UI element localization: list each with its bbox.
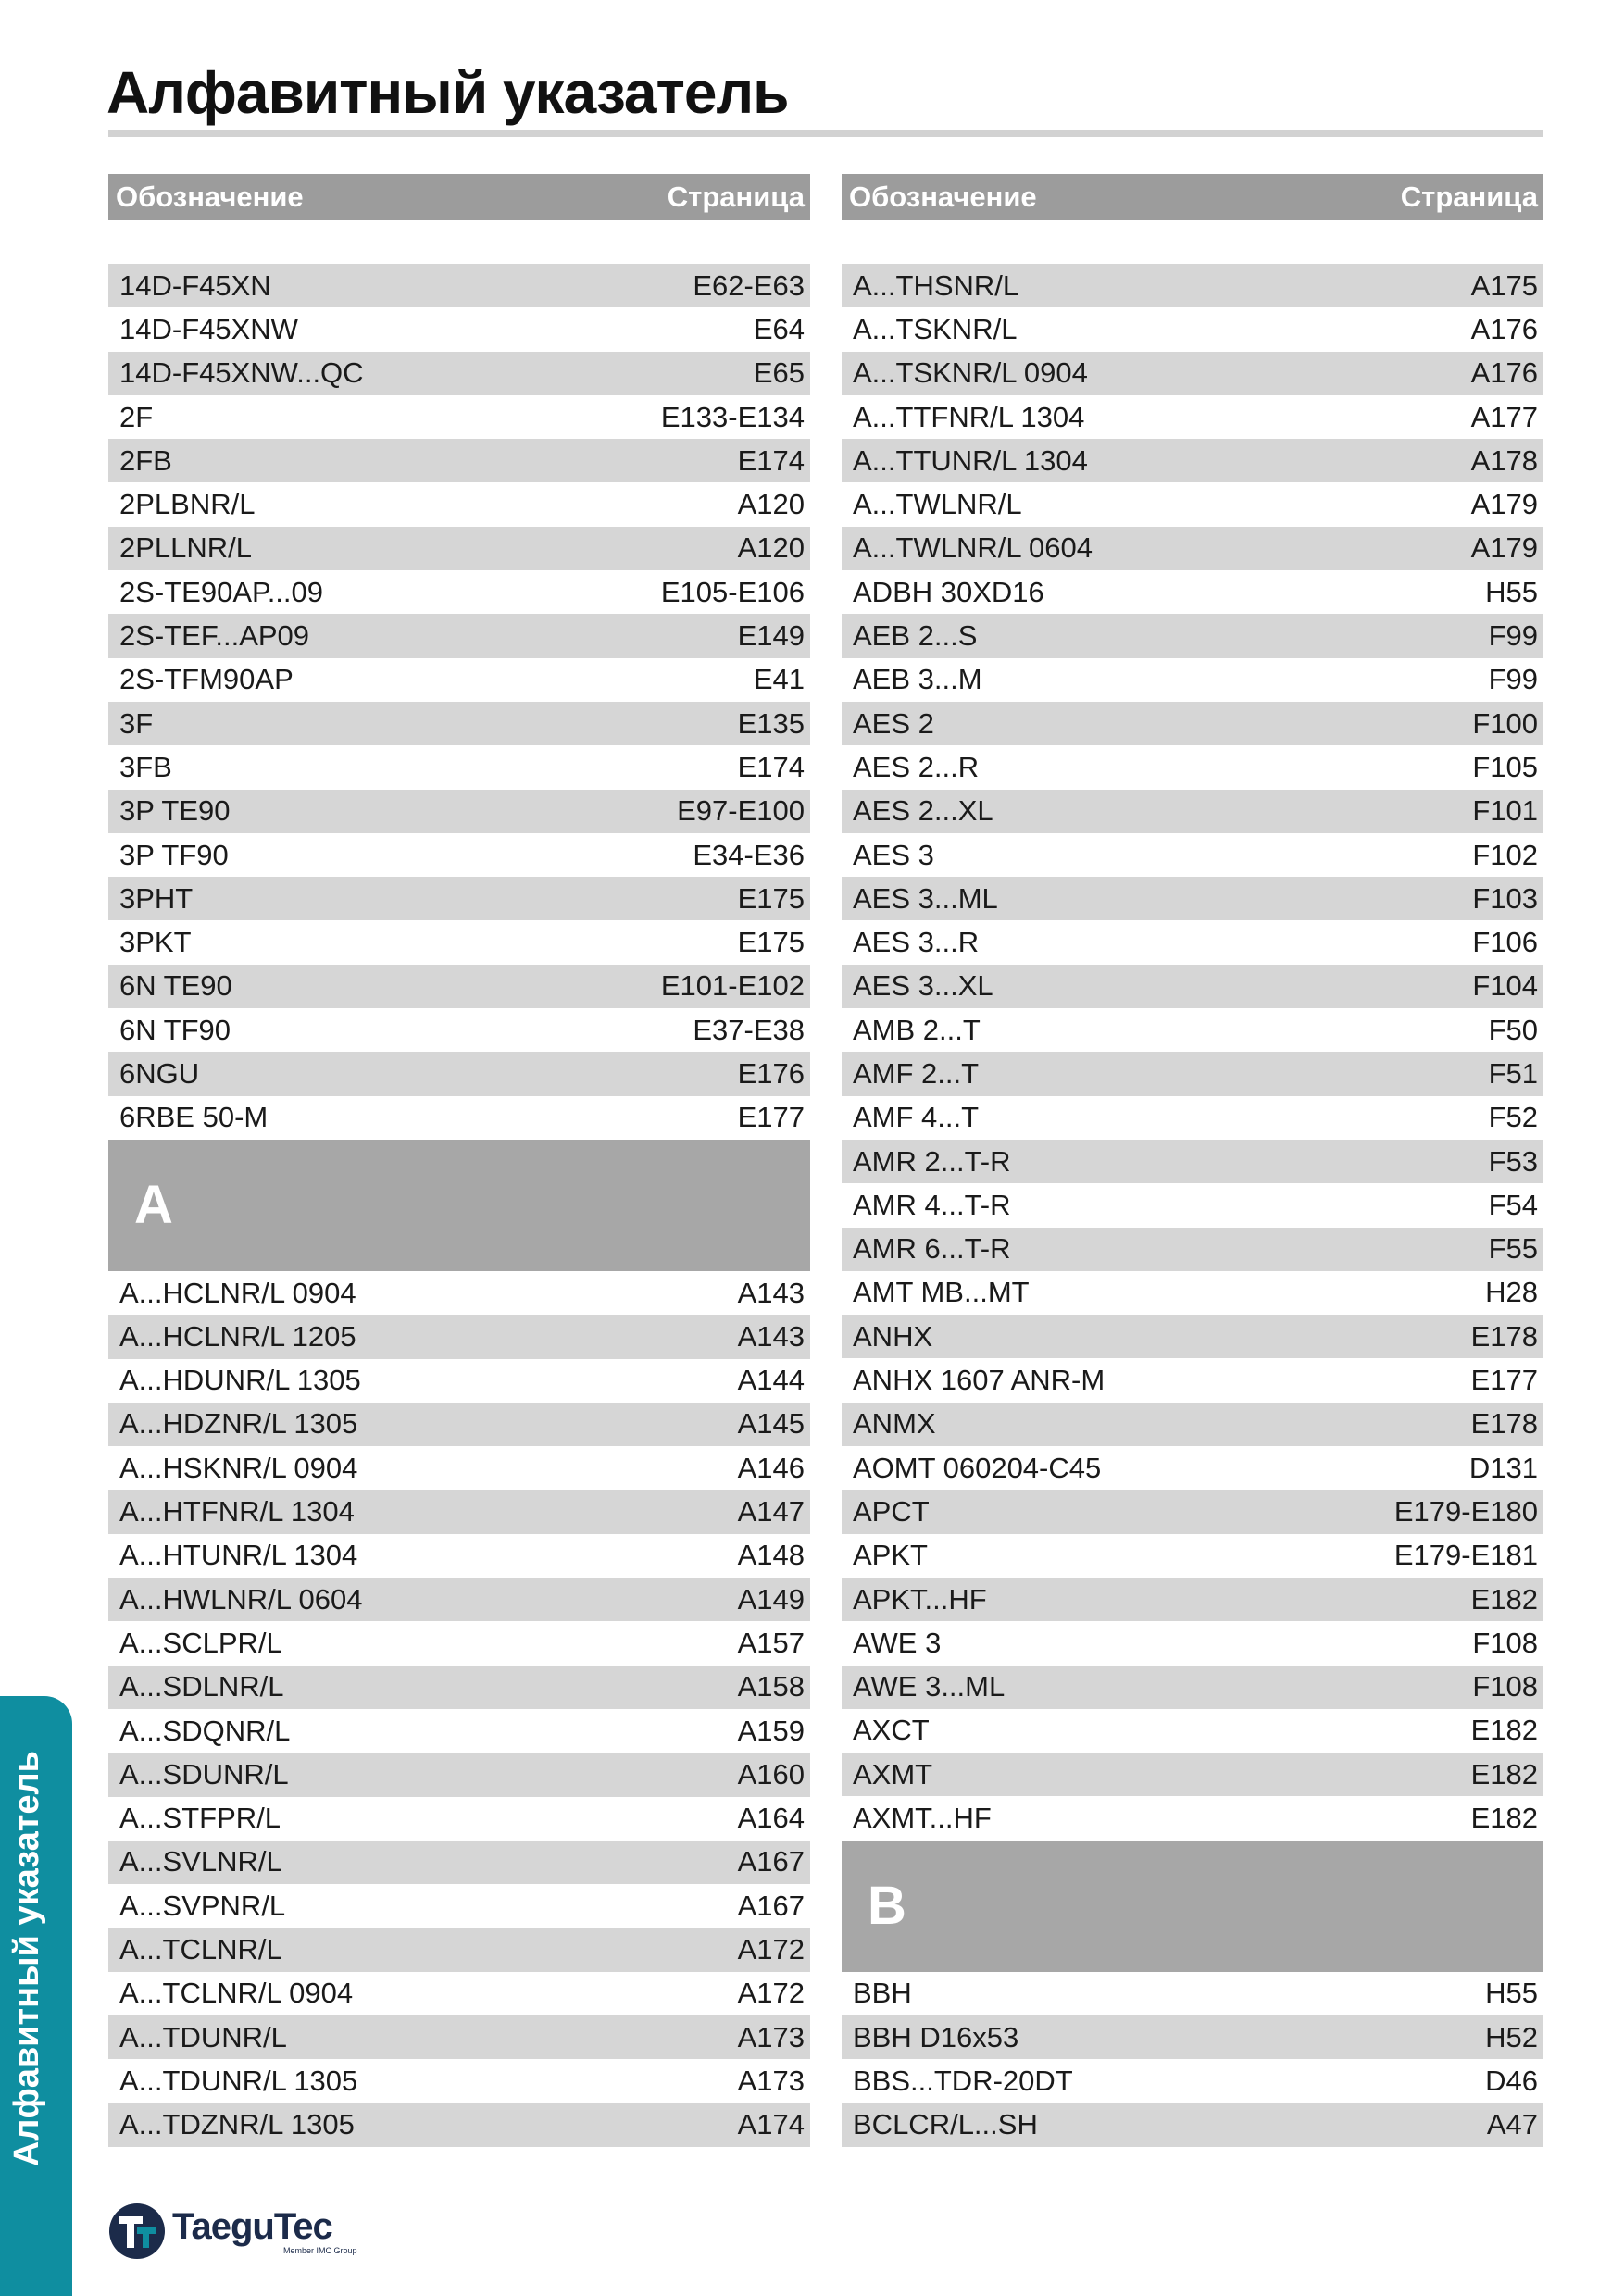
item-code: A...THSNR/L [853,268,1019,302]
page-reference: E65 [753,356,805,390]
index-row [108,1841,810,1884]
page-reference: E178 [1470,1407,1538,1441]
page-reference: A167 [737,1845,805,1878]
page-reference: E177 [1470,1364,1538,1397]
page-reference: E175 [737,881,805,915]
index-row [842,702,1543,745]
page-reference: A148 [737,1539,805,1572]
index-row [108,264,810,307]
index-row [842,352,1543,395]
item-code: 2PLLNR/L [119,531,253,565]
page-reference: H52 [1485,2020,1538,2053]
item-code: 2S-TEF...AP09 [119,619,310,653]
item-code: APCT [853,1494,930,1528]
page-reference: A173 [737,2064,805,2097]
index-row [842,1228,1543,1271]
page-reference: E37-E38 [693,1013,805,1046]
index-row [842,1183,1543,1227]
item-code: A...SCLPR/L [119,1626,282,1659]
page-reference: E174 [737,750,805,783]
page-reference: F50 [1488,1013,1538,1046]
item-code: AWE 3 [853,1626,942,1659]
index-row [108,2015,810,2059]
index-row [108,1052,810,1095]
page-reference: A159 [737,1714,805,1747]
item-code: 6NGU [119,1056,200,1090]
index-row [108,1753,810,1796]
item-code: AOMT 060204-C45 [853,1451,1102,1484]
item-code: APKT...HF [853,1582,987,1616]
item-code: AES 2...R [853,750,980,783]
header-spacer [842,220,1543,264]
page-reference: F105 [1472,750,1538,783]
index-column-right [842,174,1543,2147]
title-divider [108,130,1543,137]
page-reference: A179 [1470,488,1538,521]
page-reference: E174 [737,443,805,477]
item-code: A...HWLNR/L 0604 [119,1582,363,1616]
index-row [108,1709,810,1753]
index-row [108,1621,810,1665]
page-reference: D46 [1485,2064,1538,2097]
item-code: AES 3 [853,838,934,871]
page-reference: F52 [1488,1101,1538,1134]
page-reference: F54 [1488,1188,1538,1221]
item-code: A...HDUNR/L 1305 [119,1364,361,1397]
page-reference: A160 [737,1757,805,1791]
index-row [842,395,1543,439]
item-code: A...TTFNR/L 1304 [853,400,1085,433]
index-row [108,482,810,526]
page-reference: F108 [1472,1626,1538,1659]
side-tab [0,1696,72,2296]
index-column-left [108,174,810,2147]
index-row [842,527,1543,570]
index-rows [842,1972,1543,2147]
page-reference: E182 [1470,1714,1538,1747]
item-code: A...HTUNR/L 1304 [119,1539,358,1572]
index-row [842,1052,1543,1095]
page-reference: H28 [1485,1276,1538,1309]
page-reference: A120 [737,531,805,565]
item-code: 3F [119,706,154,740]
page-reference: A179 [1470,531,1538,565]
item-code: A...TDZNR/L 1305 [119,2108,355,2141]
page-reference: E133-E134 [660,400,805,433]
item-code: 3PHT [119,881,194,915]
index-row [108,1666,810,1709]
index-rows [842,264,1543,1841]
item-code: AES 3...XL [853,969,993,1003]
page-reference: E64 [753,312,805,345]
page-reference: E176 [737,1056,805,1090]
item-code: 2F [119,400,154,433]
item-code: 6N TF90 [119,1013,231,1046]
item-code: A...SDLNR/L [119,1670,284,1703]
item-code: A...HCLNR/L 0904 [119,1276,356,1309]
index-row [842,1621,1543,1665]
item-code: 6N TE90 [119,969,232,1003]
index-row [842,920,1543,964]
page-reference: A158 [737,1670,805,1703]
index-row [842,877,1543,920]
page-reference: A167 [737,1889,805,1922]
index-row [108,1446,810,1490]
index-row [108,2103,810,2147]
page-reference: F108 [1472,1670,1538,1703]
page-reference: F102 [1472,838,1538,871]
item-code: 14D-F45XN [119,268,271,302]
item-code: A...SVLNR/L [119,1845,282,1878]
index-row [108,1271,810,1315]
page-reference: A157 [737,1626,805,1659]
index-row [842,1096,1543,1140]
item-code: 2FB [119,443,172,477]
page-reference: A173 [737,2020,805,2053]
letter-section-a: A [108,1140,810,1271]
page-reference: E175 [737,926,805,959]
item-code: AMB 2...T [853,1013,981,1046]
item-code: ADBH 30XD16 [853,575,1044,608]
page-reference: E178 [1470,1319,1538,1353]
item-code: A...HTFNR/L 1304 [119,1495,355,1529]
logo-tagline: Member IMC Group [283,2246,357,2255]
index-row [108,1359,810,1403]
page-reference: F106 [1472,926,1538,959]
index-row [842,790,1543,833]
page-reference: A143 [737,1276,805,1309]
page-reference: H55 [1485,1977,1538,2010]
side-tab-label: Алфавитный указатель [7,1750,46,2166]
item-code: AMF 4...T [853,1101,980,1134]
index-row [842,965,1543,1008]
page-reference: A47 [1486,2108,1538,2141]
page-title: Алфавитный указатель [106,59,789,126]
item-code: AWE 3...ML [853,1670,1006,1703]
item-code: A...TTUNR/L 1304 [853,443,1088,477]
page-reference: E41 [753,663,805,696]
page-header: Страница [667,181,805,213]
item-code: A...TWLNR/L 0604 [853,531,1093,565]
index-row [842,2059,1543,2103]
index-row [842,439,1543,482]
page-header: Страница [1400,181,1538,213]
item-code: AEB 2...S [853,619,978,653]
item-code: 3FB [119,750,172,783]
page-reference: A149 [737,1582,805,1616]
page-reference: F100 [1472,706,1538,740]
item-code: A...TSKNR/L 0904 [853,356,1088,390]
index-row [842,1403,1543,1446]
item-code: A...SDUNR/L [119,1757,289,1791]
index-row [842,1008,1543,1052]
page-reference: A143 [737,1319,805,1353]
index-row [108,395,810,439]
index-row [108,658,810,702]
index-row [842,1358,1543,1402]
page-reference: E101-E102 [660,969,805,1003]
index-row [108,833,810,877]
page-reference: E182 [1470,1582,1538,1616]
item-code: 3PKT [119,926,192,959]
index-row [108,1096,810,1140]
page-reference: E62-E63 [693,268,805,302]
index-row [108,1928,810,1971]
item-code: AXMT...HF [853,1802,992,1835]
item-code: 6RBE 50-M [119,1101,269,1134]
index-row [842,1578,1543,1621]
index-row [108,1403,810,1446]
page-reference: A120 [737,488,805,521]
index-row [108,920,810,964]
page-reference: A147 [737,1495,805,1529]
item-code: A...TDUNR/L 1305 [119,2064,358,2097]
index-row [842,570,1543,614]
item-code: BBH D16x53 [853,2020,1019,2053]
index-row [842,1140,1543,1183]
index-row [842,1709,1543,1753]
item-code: A...SVPNR/L [119,1889,286,1922]
designation-header: Обозначение [116,181,304,213]
column-header [842,174,1543,220]
index-row [842,833,1543,877]
index-rows [108,1271,810,2147]
index-row [842,614,1543,657]
item-code: AMR 4...T-R [853,1188,1011,1221]
index-row [108,570,810,614]
page-reference: A178 [1470,443,1538,477]
item-code: AMR 6...T-R [853,1232,1011,1266]
item-code: AES 3...ML [853,881,998,915]
item-code: AXMT [853,1757,933,1791]
page-reference: F103 [1472,881,1538,915]
page-reference: A164 [737,1802,805,1835]
page-reference: D131 [1468,1451,1538,1484]
logo-wordmark: TaeguTec [172,2206,332,2247]
item-code: 2S-TE90AP...09 [119,575,324,608]
page-reference: A172 [737,1977,805,2010]
item-code: AMR 2...T-R [853,1144,1011,1178]
item-code: BBH [853,1977,912,2010]
page-reference: A177 [1470,400,1538,433]
item-code: ANMX [853,1407,936,1441]
index-row [842,1796,1543,1840]
page-reference: A176 [1470,312,1538,345]
index-row [842,1666,1543,1709]
index-rows [108,264,810,1140]
index-row [842,1315,1543,1358]
index-row [108,614,810,657]
item-code: A...STFPR/L [119,1802,281,1835]
item-code: AEB 3...M [853,663,982,696]
page-reference: E177 [737,1101,805,1134]
page-reference: F99 [1488,619,1538,653]
page-reference: H55 [1485,575,1538,608]
index-row [108,1008,810,1052]
index-row [842,1271,1543,1315]
index-row [108,1972,810,2015]
item-code: A...TSKNR/L [853,312,1018,345]
designation-header: Обозначение [849,181,1037,213]
page-reference: A176 [1470,356,1538,390]
page-reference: A146 [737,1451,805,1484]
item-code: A...TWLNR/L [853,488,1022,521]
page-reference: F99 [1488,663,1538,696]
index-row [108,352,810,395]
page-reference: F104 [1472,969,1538,1003]
page-reference: E182 [1470,1802,1538,1835]
page-reference: A145 [737,1407,805,1441]
page-reference: E179-E181 [1393,1539,1538,1572]
item-code: A...TCLNR/L 0904 [119,1977,354,2010]
item-code: AES 3...R [853,926,980,959]
index-row [842,2103,1543,2147]
index-row [108,1884,810,1928]
index-row [108,439,810,482]
index-row [108,965,810,1008]
item-code: A...TDUNR/L [119,2020,287,2053]
index-row [842,264,1543,307]
index-row [842,482,1543,526]
item-code: 14D-F45XNW...QC [119,356,364,390]
taegutec-logo-icon [107,2202,167,2261]
page-reference: F53 [1488,1144,1538,1178]
column-header [108,174,810,220]
index-row [108,702,810,745]
page-reference: E179-E180 [1393,1494,1538,1528]
index-row [842,1490,1543,1533]
item-code: AMF 2...T [853,1056,980,1090]
page-reference: E105-E106 [660,575,805,608]
index-row [108,1315,810,1358]
item-code: 2PLBNR/L [119,488,256,521]
index-row [108,1534,810,1578]
item-code: AXCT [853,1714,930,1747]
page-reference: A174 [737,2108,805,2141]
page-reference: A144 [737,1364,805,1397]
item-code: 14D-F45XNW [119,312,298,345]
index-row [108,790,810,833]
index-row [108,307,810,351]
index-row [108,2059,810,2103]
letter-section-b: B [842,1841,1543,1972]
item-code: BBS...TDR-20DT [853,2064,1073,2097]
item-code: AES 2 [853,706,934,740]
index-row [108,1490,810,1533]
index-row [108,1797,810,1841]
index-row [842,1446,1543,1490]
item-code: A...HDZNR/L 1305 [119,1407,358,1441]
item-code: BCLCR/L...SH [853,2108,1038,2141]
index-row [842,658,1543,702]
item-code: 2S-TFM90AP [119,663,294,696]
index-row [108,745,810,789]
index-row [108,1578,810,1621]
item-code: 3P TE90 [119,794,231,828]
header-spacer [108,220,810,264]
index-row [842,307,1543,351]
page-reference: F51 [1488,1056,1538,1090]
page-reference: E34-E36 [693,838,805,871]
index-row [842,2015,1543,2059]
page-reference: E135 [737,706,805,740]
index-row [108,877,810,920]
item-code: APKT [853,1539,928,1572]
page-reference: F101 [1472,794,1538,828]
item-code: A...HSKNR/L 0904 [119,1451,358,1484]
item-code: A...HCLNR/L 1205 [119,1319,356,1353]
item-code: A...SDQNR/L [119,1714,291,1747]
item-code: AES 2...XL [853,794,993,828]
page-reference: F55 [1488,1232,1538,1266]
item-code: AMT MB...MT [853,1276,1030,1309]
item-code: 3P TF90 [119,838,229,871]
index-row [842,745,1543,789]
index-row [842,1534,1543,1578]
item-code: ANHX 1607 ANR-M [853,1364,1106,1397]
page-reference: E182 [1470,1757,1538,1791]
page-reference: E149 [737,619,805,653]
index-row [108,527,810,570]
item-code: ANHX [853,1319,933,1353]
page-reference: A172 [737,1933,805,1966]
page-reference: A175 [1470,268,1538,302]
page-reference: E97-E100 [677,794,805,828]
taegutec-logo [107,2202,357,2261]
index-row [842,1972,1543,2015]
item-code: A...TCLNR/L [119,1933,282,1966]
index-row [842,1753,1543,1796]
